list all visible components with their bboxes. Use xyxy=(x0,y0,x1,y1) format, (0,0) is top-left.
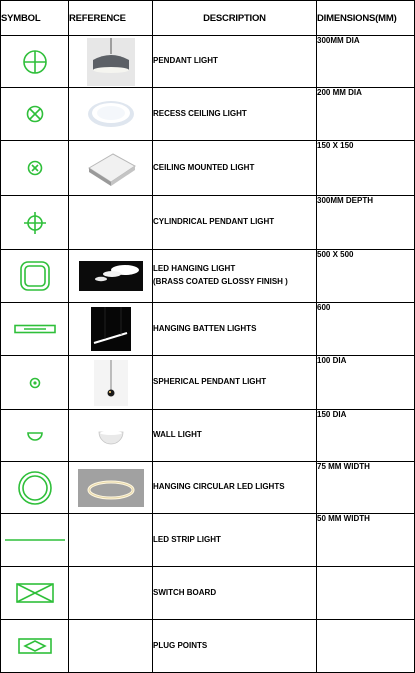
reference-cell xyxy=(69,410,153,462)
dimensions-cell: 500 X 500 xyxy=(317,250,415,303)
description-cell: LED STRIP LIGHT xyxy=(153,514,317,567)
dimensions-cell: 100 DIA xyxy=(317,356,415,410)
reference-cell xyxy=(69,356,153,410)
description-cell: HANGING BATTEN LIGHTS xyxy=(153,303,317,356)
small-circle-icon xyxy=(28,376,42,390)
hanging-circular-led-light-photo xyxy=(78,469,144,507)
header-reference: REFERENCE xyxy=(69,1,153,36)
reference-cell xyxy=(69,303,153,356)
dimensions-cell: 200 MM DIA xyxy=(317,88,415,141)
header-dimensions: DIMENSIONS(MM) xyxy=(317,1,415,36)
description-cell: HANGING CIRCULAR LED LIGHTS xyxy=(153,462,317,514)
description-cell: RECESS CEILING LIGHT xyxy=(153,88,317,141)
description-cell: SPHERICAL PENDANT LIGHT xyxy=(153,356,317,410)
table-row xyxy=(1,356,415,410)
description-cell: PLUG POINTS xyxy=(153,620,317,673)
dimensions-cell: 75 MM WIDTH xyxy=(317,462,415,514)
dimensions-cell: 150 X 150 xyxy=(317,141,415,196)
symbol-cell xyxy=(1,88,69,141)
symbol-cell xyxy=(1,250,69,303)
table-row xyxy=(1,303,415,356)
description-cell: CEILING MOUNTED LIGHT xyxy=(153,141,317,196)
reference-cell xyxy=(69,250,153,303)
small-circle-x-icon xyxy=(26,159,44,177)
reference-cell xyxy=(69,88,153,141)
reference-cell xyxy=(69,514,153,567)
symbol-cell xyxy=(1,303,69,356)
led-hanging-light-photo xyxy=(79,261,143,291)
description-cell: PENDANT LIGHT xyxy=(153,36,317,88)
header-symbol: SYMBOL xyxy=(1,1,69,36)
half-circle-icon xyxy=(26,430,44,442)
description-cell: WALL LIGHT xyxy=(153,410,317,462)
table-row xyxy=(1,462,415,514)
header-row xyxy=(1,1,415,36)
table-row xyxy=(1,514,415,567)
dimensions-cell: 50 MM WIDTH xyxy=(317,514,415,567)
dimensions-cell: 150 DIA xyxy=(317,410,415,462)
description-cell: CYLINDRICAL PENDANT LIGHT xyxy=(153,196,317,250)
table-row xyxy=(1,141,415,196)
table-row xyxy=(1,196,415,250)
ceiling-mounted-light-photo xyxy=(85,148,137,188)
circle-x-icon xyxy=(25,104,45,124)
symbol-cell xyxy=(1,196,69,250)
reference-cell xyxy=(69,462,153,514)
recess-ceiling-light-photo xyxy=(86,98,136,130)
spherical-pendant-light-photo xyxy=(94,360,128,406)
symbol-cell xyxy=(1,567,69,620)
description-cell xyxy=(153,250,317,303)
symbol-cell xyxy=(1,514,69,567)
switch-board-icon xyxy=(15,582,55,604)
dimensions-cell xyxy=(317,620,415,673)
dimensions-cell: 600 xyxy=(317,303,415,356)
table-row xyxy=(1,410,415,462)
table-row xyxy=(1,36,415,88)
description-cell: SWITCH BOARD xyxy=(153,567,317,620)
symbol-cell xyxy=(1,356,69,410)
pendant-light-photo xyxy=(87,38,135,86)
plug-point-icon xyxy=(17,637,53,655)
table-row xyxy=(1,88,415,141)
symbol-cell xyxy=(1,36,69,88)
symbol-cell xyxy=(1,410,69,462)
dimensions-cell: 300MM DIA xyxy=(317,36,415,88)
dimensions-cell xyxy=(317,567,415,620)
table-row xyxy=(1,620,415,673)
reference-cell xyxy=(69,620,153,673)
hanging-batten-light-photo xyxy=(91,307,131,351)
dimensions-cell: 300MM DEPTH xyxy=(317,196,415,250)
table-row xyxy=(1,567,415,620)
double-rounded-square-icon xyxy=(19,260,51,292)
description-line-1: LED HANGING LIGHT xyxy=(153,264,236,274)
circle-crosshair-icon xyxy=(22,49,48,75)
wall-light-photo xyxy=(95,424,127,448)
strip-line-icon xyxy=(4,536,66,544)
reference-cell xyxy=(69,567,153,620)
symbol-cell xyxy=(1,462,69,514)
batten-bar-icon xyxy=(14,324,56,334)
reference-cell xyxy=(69,196,153,250)
header-description: DESCRIPTION xyxy=(153,1,317,36)
crosshair-icon xyxy=(23,211,47,235)
symbol-cell xyxy=(1,620,69,673)
double-circle-icon xyxy=(17,470,53,506)
description-line-2: (BRASS COATED GLOSSY FINISH ) xyxy=(153,277,288,286)
reference-cell xyxy=(69,36,153,88)
table-row xyxy=(1,250,415,303)
symbol-cell xyxy=(1,141,69,196)
reference-cell xyxy=(69,141,153,196)
